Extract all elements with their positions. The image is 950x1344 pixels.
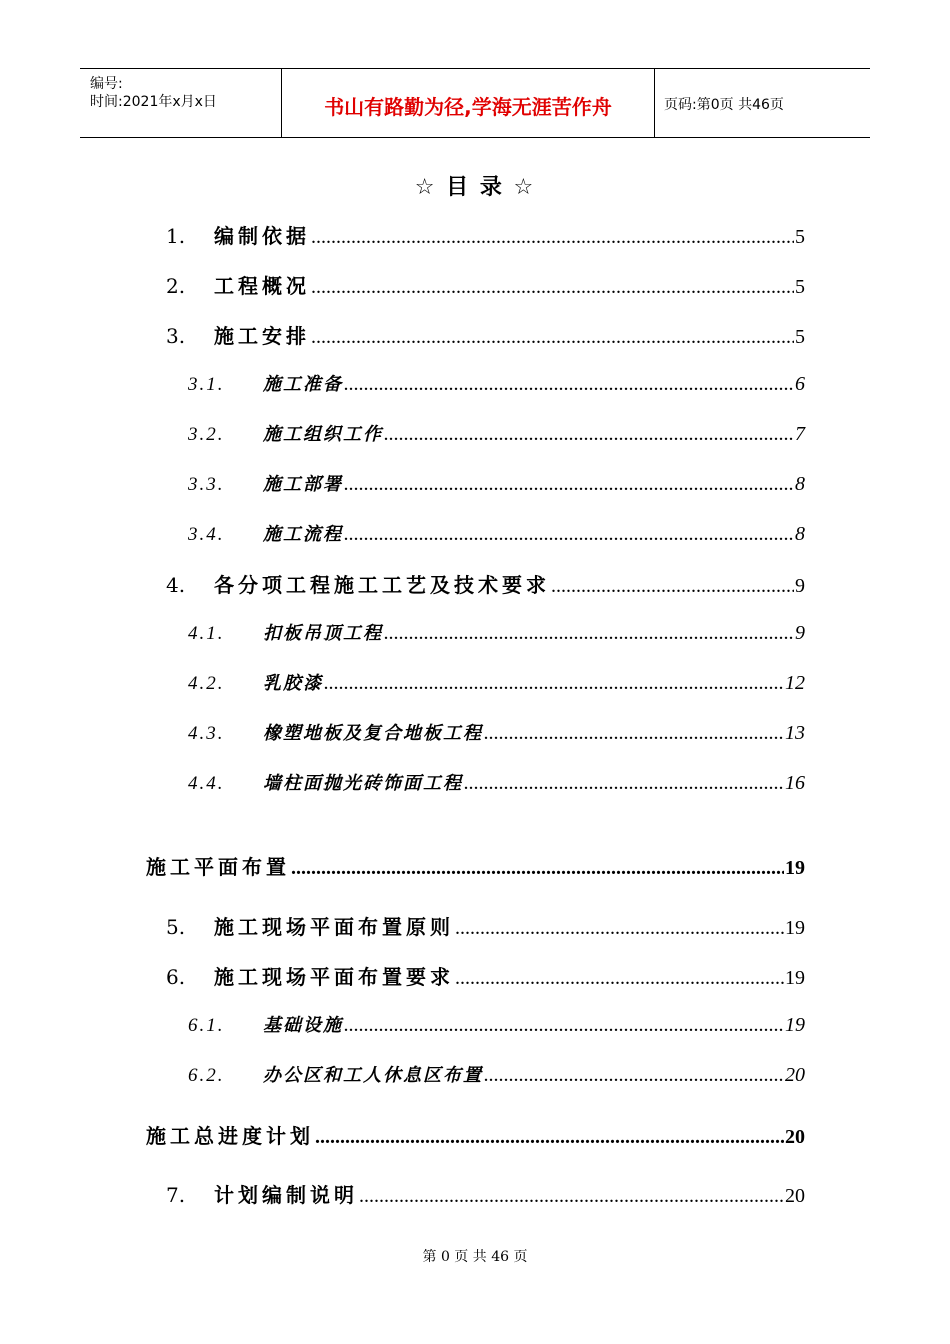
toc-entry-page: 8 <box>795 523 805 545</box>
header-motto-cell <box>281 69 655 137</box>
toc-entry-number: 5. <box>166 915 186 939</box>
toc-entry-title: 施工平面布置 <box>146 855 290 879</box>
header-page-cell <box>654 69 870 137</box>
toc-leader-dots <box>344 473 794 496</box>
toc-entry-title: 各分项工程施工工艺及技术要求 <box>214 573 550 597</box>
toc-entry-title: 编制依据 <box>214 224 310 248</box>
toc-entry-page: 20 <box>785 1185 805 1207</box>
toc-entry-page: 19 <box>785 967 805 989</box>
toc-entry-page: 20 <box>785 1064 805 1086</box>
toc-entry-title: 工程概况 <box>214 274 310 298</box>
toc-entry-page: 19 <box>785 1014 805 1036</box>
toc-subentry[interactable] <box>188 719 805 749</box>
toc-leader-dots <box>455 917 784 940</box>
toc-entry[interactable] <box>166 569 805 599</box>
toc-entry-page: 5 <box>795 226 805 248</box>
toc-entry-number: 2. <box>166 274 186 298</box>
toc-subentry[interactable] <box>188 520 805 550</box>
toc-entry-title: 施工流程 <box>263 524 343 545</box>
toc-subentry[interactable] <box>188 1011 805 1041</box>
toc-entry-page: 6 <box>795 373 805 395</box>
toc-leader-dots <box>359 1185 784 1208</box>
toc-entry-page: 19 <box>785 917 805 939</box>
toc-entry[interactable] <box>166 270 805 300</box>
toc-entry-number: 7. <box>166 1183 186 1207</box>
toc-entry-number: 4.3. <box>188 723 225 744</box>
toc-subentry[interactable] <box>188 1061 805 1091</box>
toc-entry-number: 3.3. <box>188 474 225 495</box>
toc-entry-title: 计划编制说明 <box>214 1183 358 1207</box>
toc-entry-title: 施工准备 <box>263 374 343 395</box>
toc-entry-page: 9 <box>795 622 805 644</box>
toc-entry-number: 4.4. <box>188 773 225 794</box>
toc-leader-dots <box>464 772 784 795</box>
toc-leader-dots <box>315 1126 784 1149</box>
toc-leader-dots <box>384 622 794 645</box>
toc-section[interactable] <box>146 851 805 881</box>
toc-leader-dots <box>484 722 784 745</box>
document-number: 编号: <box>90 76 123 92</box>
toc-entry-number: 3.2. <box>188 424 225 445</box>
toc-entry-title: 墙柱面抛光砖饰面工程 <box>263 773 463 794</box>
toc-subentry[interactable] <box>188 370 805 400</box>
toc-entry-number: 3.4. <box>188 524 225 545</box>
toc-entry[interactable] <box>166 1179 805 1209</box>
toc-entry-page: 13 <box>785 722 805 744</box>
toc-entry-number: 6.2. <box>188 1065 225 1086</box>
toc-leader-dots <box>384 423 794 446</box>
toc-entry-page: 12 <box>785 672 805 694</box>
header-motto: 书山有路勤为径,学海无涯苦作舟 <box>324 95 612 119</box>
toc-leader-dots <box>344 373 794 396</box>
toc-leader-dots <box>344 523 794 546</box>
toc-subentry[interactable] <box>188 420 805 450</box>
toc-subentry[interactable] <box>188 619 805 649</box>
toc-entry[interactable] <box>166 320 805 350</box>
toc-entry-page: 7 <box>795 423 805 445</box>
toc-subentry[interactable] <box>188 769 805 799</box>
toc-leader-dots <box>484 1064 784 1087</box>
document-date: 时间:2021年x月x日 <box>90 94 217 110</box>
toc-entry-title: 基础设施 <box>263 1015 343 1036</box>
toc-entry-title: 橡塑地板及复合地板工程 <box>263 723 483 744</box>
toc-entry-title: 施工组织工作 <box>263 424 383 445</box>
toc-entry-page: 16 <box>785 772 805 794</box>
header-page-info: 页码:第0页 共46页 <box>664 97 784 113</box>
toc-entry-title: 办公区和工人休息区布置 <box>263 1065 483 1086</box>
toc-entry-number: 6.1. <box>188 1015 225 1036</box>
toc-leader-dots <box>455 967 784 990</box>
toc-leader-dots <box>291 857 784 880</box>
toc-entry-page: 19 <box>785 857 805 879</box>
toc-entry-page: 8 <box>795 473 805 495</box>
toc-entry[interactable] <box>166 961 805 991</box>
toc-entry-title: 施工部署 <box>263 474 343 495</box>
toc-entry-page: 5 <box>795 326 805 348</box>
toc-leader-dots <box>311 226 794 249</box>
toc-entry-title: 施工现场平面布置要求 <box>214 965 454 989</box>
toc-entry-number: 4. <box>166 573 186 597</box>
toc-entry[interactable] <box>166 911 805 941</box>
toc-entry-number: 4.1. <box>188 623 225 644</box>
toc-leader-dots <box>311 276 794 299</box>
toc-leader-dots <box>311 326 794 349</box>
toc-leader-dots <box>344 1014 784 1037</box>
toc-entry-title: 施工现场平面布置原则 <box>214 915 454 939</box>
toc-entry-page: 5 <box>795 276 805 298</box>
toc-entry-number: 4.2. <box>188 673 225 694</box>
toc-section[interactable] <box>146 1120 805 1150</box>
toc-subentry[interactable] <box>188 470 805 500</box>
page-footer: 第 0 页 共 46 页 <box>422 1249 528 1265</box>
toc-entry[interactable] <box>166 220 805 250</box>
toc-entry-title: 扣板吊顶工程 <box>263 623 383 644</box>
document-header <box>80 68 870 138</box>
toc-entry-page: 20 <box>785 1126 805 1148</box>
toc-entry-title: 施工安排 <box>214 324 310 348</box>
toc-entry-title: 乳胶漆 <box>263 673 323 694</box>
toc-entry-number: 3. <box>166 324 186 348</box>
toc-title: ☆ 目 录 ☆ <box>414 175 536 200</box>
header-meta-cell <box>80 69 280 137</box>
toc-leader-dots <box>324 672 784 695</box>
toc-entry-number: 1. <box>166 224 186 248</box>
toc-entry-title: 施工总进度计划 <box>146 1124 314 1148</box>
toc-subentry[interactable] <box>188 669 805 699</box>
toc-entry-page: 9 <box>795 575 805 597</box>
toc-entry-number: 6. <box>166 965 186 989</box>
toc-leader-dots <box>551 575 794 598</box>
toc-entry-number: 3.1. <box>188 374 225 395</box>
